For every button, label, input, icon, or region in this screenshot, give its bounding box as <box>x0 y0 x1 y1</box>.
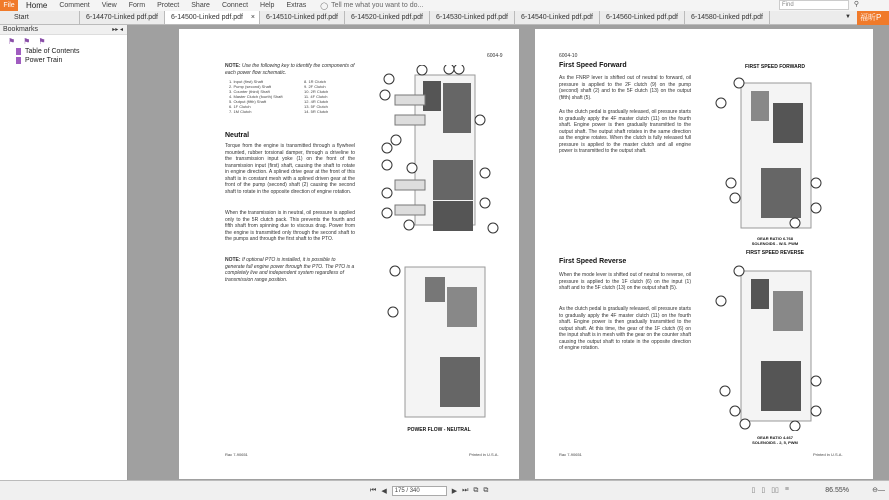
body-text: As the clutch pedal is gradually released, oil pressure starts to gradually apply the 4F master clutch (11) on the fourth shaft. Engine power is then gradually transmitted to the output shaft. At this time, the gear of the 1F clutch (6) on the input shaft is in mesh with the gear on the counter shaft causing the output shaft to rotate in the opposite direction of engine rotation. <box>559 306 691 351</box>
body-text: As the FNRP lever is shifted out of neutral to forward, oil pressure is applied to the 2F clutch (9) on the pump (second) shaft (2) and to the 5F clutch (13) on the output (fifth) shaft (5). <box>559 75 691 101</box>
single-page-icon[interactable]: ▯ <box>751 487 756 494</box>
section-heading: Neutral <box>225 132 250 139</box>
menu-home[interactable]: Home <box>26 1 48 10</box>
view-modes <box>751 486 789 494</box>
body-text: Torque from the engine is transmitted through a flywheel mounted, rubber torsional damper, through a driveline to the transmission input yoke (1) on the front of the transmission input (first) shaft, causing the shaft to rotate in engine direction. A splined drive gear at the front of this shaft is in constant mesh with a splined driven gear at the front of the pump (second) shaft (2) causing the second shaft to rotate in the opposite direction of engine rotation. <box>225 143 355 195</box>
bookmark-icon <box>16 57 21 64</box>
body-text: When the transmission is in neutral, oil pressure is applied only to the 5R clutch pack. This prevents the fourth and fifth shaft from spinning due to viscous drag. Power from the engine is transmitted only through the second shaft to the pumps and through the first shaft to the PTO. <box>225 210 355 242</box>
note: NOTE: If optional PTO is installed, it is possible to generate full engine power through the PTO. The PTO is a completely live and independent system regardless of transmission range position. <box>225 257 355 283</box>
tab-start[interactable]: Start <box>0 11 80 24</box>
figure-caption: POWER FLOW - NEUTRAL <box>407 427 471 433</box>
zoom-level[interactable]: 86.55% <box>825 487 849 494</box>
find-input[interactable]: Find <box>779 0 849 10</box>
page-number: 6004-9 <box>487 53 503 59</box>
tab-document[interactable]: 6-14510-Linked pdf.pdf <box>260 11 345 24</box>
key-list-col1: 1. Input (first) Shaft 2. Pump (second) Shaft 3. Counter (third) Shaft 4. Master Clutch (fourth) Shaft 5. Output (fifth) Shaft 6. 1F Clutch 7. 1M Clutch <box>229 79 283 114</box>
tab-bar <box>0 11 889 25</box>
menu-bar <box>0 0 889 11</box>
panel-controls-icon[interactable]: ▸▸ ◂ <box>112 27 123 33</box>
body-text: As the clutch pedal is gradually released, oil pressure starts to gradually apply the 4F master clutch (11) on the fourth shaft. Engine power is then gradually transmitted to the output shaft. The output shaft rotates in the same direction as the engine rotates. When the clutch is fully released full pressure is applied to the master clutch and all engine power is transmitted to the output shaft. <box>559 109 691 154</box>
tab-document-active[interactable]: 6-14500-Linked pdf.pdf × <box>165 11 260 24</box>
gear-ratio: GEAR RATIO 4.467 <box>757 435 793 440</box>
section-heading: First Speed Reverse <box>559 258 627 265</box>
footer-left: Rac 7-90651 <box>225 452 248 457</box>
menu-comment[interactable]: Comment <box>59 2 90 9</box>
tab-document[interactable]: 6-14470-Linked pdf.pdf <box>80 11 165 24</box>
bookmark-add-icon[interactable]: ⚑ <box>23 36 31 46</box>
first-speed-reverse-diagram <box>711 261 831 431</box>
solenoids: SOLENOIDS - 2, 5, PWM <box>752 440 798 445</box>
status-bar <box>0 480 889 500</box>
gear-ratio: GEAR RATIO 6.768 <box>757 236 793 241</box>
next-page-icon[interactable]: ▶ <box>451 488 458 495</box>
bookmark-expand-icon[interactable]: ⚑ <box>8 36 16 46</box>
key-list-col2: 8. 1R Clutch 9. 2F Clutch 10. 2R Clutch 11. 4F Clutch 12. 4R Clutch 13. 5F Clutch 14. 5R Clutch <box>304 79 329 114</box>
diagram-title: FIRST SPEED REVERSE <box>745 250 805 256</box>
previous-page-icon[interactable]: ◀ <box>381 488 387 495</box>
footer-right: Printed in U.S.A. <box>469 452 499 457</box>
bookmarks-header: Bookmarks ▸▸ ◂ <box>0 25 127 35</box>
facing-pages-icon[interactable]: ▯▯ <box>771 487 779 494</box>
tab-document[interactable]: 6-14530-Linked pdf.pdf <box>430 11 515 24</box>
tab-document[interactable]: 6-14580-Linked pdf.pdf <box>685 11 770 24</box>
next-view-icon[interactable]: ⧉ <box>483 487 489 494</box>
first-speed-forward-diagram <box>711 73 831 238</box>
menu-view[interactable]: View <box>101 2 117 9</box>
pdf-page-right <box>535 29 873 479</box>
neutral-schematic-diagram <box>375 65 500 235</box>
lightbulb-icon: ◯ <box>320 2 329 10</box>
tab-document[interactable]: 6-14560-Linked pdf.pdf <box>600 11 685 24</box>
note: NOTE: Use the following key to identify the components of each power flow schematic. <box>225 63 355 76</box>
continuous-facing-icon[interactable]: ≡ <box>784 486 789 493</box>
zoom-out-icon[interactable]: ⊖— <box>872 487 885 494</box>
search-icon[interactable]: ⚲ <box>853 1 859 8</box>
bookmark-table-of-contents[interactable]: Table of Contents <box>0 47 127 56</box>
document-viewer[interactable] <box>129 25 889 480</box>
diagram-title: FIRST SPEED FORWARD <box>745 64 805 70</box>
section-heading: First Speed Forward <box>559 62 627 69</box>
page-number-input[interactable]: 175 / 340 <box>392 486 447 496</box>
footer-left: Rac 7-90651 <box>559 452 582 457</box>
menu-connect[interactable]: Connect <box>221 2 249 9</box>
page-navigation <box>370 486 488 496</box>
tell-me-input[interactable]: ◯ Tell me what you want to do... <box>320 2 424 10</box>
footer-right: Printed in U.S.A. <box>813 452 843 457</box>
bookmark-icon <box>16 48 21 55</box>
power-flow-neutral-diagram <box>385 257 500 427</box>
tab-document[interactable]: 6-14540-Linked pdf.pdf <box>515 11 600 24</box>
close-icon[interactable]: × <box>250 14 255 21</box>
menu-protect[interactable]: Protect <box>157 2 180 9</box>
bookmark-toolbar <box>0 35 127 47</box>
solenoids: SOLENOIDS - W.S. PWM <box>751 241 799 246</box>
tab-list-dropdown-icon[interactable]: ▼ <box>845 14 851 20</box>
tab-document[interactable]: 6-14520-Linked pdf.pdf <box>345 11 430 24</box>
menu-form[interactable]: Form <box>128 2 146 9</box>
bookmarks-panel <box>0 25 128 480</box>
menu-share[interactable]: Share <box>191 2 210 9</box>
menu-help[interactable]: Help <box>260 2 275 9</box>
first-page-icon[interactable]: ⏮ <box>370 487 377 494</box>
bookmark-power-train[interactable]: Power Train <box>0 56 127 65</box>
bookmark-delete-icon[interactable]: ⚑ <box>38 36 46 46</box>
body-text: When the mode lever is shifted out of neutral to reverse, oil pressure is applied to the 1F clutch (6) on the input (1) shaft and to the 5F clutch (13) on the output shaft (5). <box>559 272 691 291</box>
continuous-page-icon[interactable]: ▯ <box>761 487 766 494</box>
menu-extras[interactable]: Extras <box>286 2 307 9</box>
page-number: 6004-10 <box>559 53 578 59</box>
file-menu[interactable]: File <box>0 0 18 11</box>
previous-view-icon[interactable]: ⧉ <box>473 487 479 494</box>
brand-logo: 福昕P <box>857 11 889 25</box>
last-page-icon[interactable]: ⏭ <box>462 487 469 494</box>
pdf-page-left <box>179 29 519 479</box>
